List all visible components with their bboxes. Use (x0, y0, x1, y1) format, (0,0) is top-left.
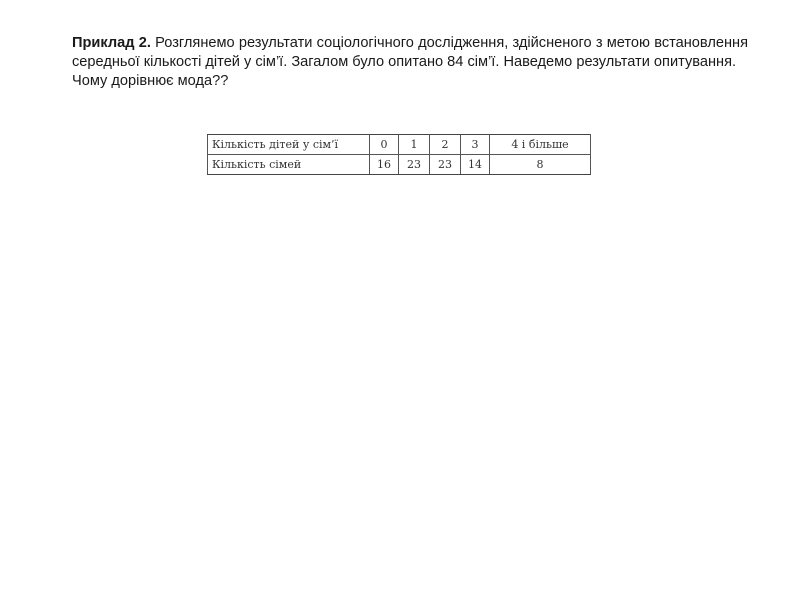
survey-table (207, 134, 591, 175)
table-cell: 4 і більше (490, 135, 591, 155)
table-cell: 0 (370, 135, 399, 155)
example-paragraph (72, 34, 748, 72)
table-cell: 8 (490, 155, 591, 175)
question-text: Чому дорівнює мода?? (72, 73, 229, 89)
table-cell: 23 (399, 155, 430, 175)
table-cell: 1 (399, 135, 430, 155)
table-row-family-count (208, 155, 591, 175)
table-cell: 23 (430, 155, 461, 175)
example-text-block (72, 34, 748, 91)
table-cell: 16 (370, 155, 399, 175)
table-cell: 14 (461, 155, 490, 175)
table-row-children-count (208, 135, 591, 155)
table-cell: 2 (430, 135, 461, 155)
example-body: Розглянемо результати соціологічного дослідження, здійсненого з метою встановлення середньої кількості дітей у сім’ї. Загалом було опитано 84 сім’ї. Наведемо результати опитування. (72, 35, 748, 70)
row-label-children: Кількість дітей у сім’ї (208, 135, 370, 155)
row-label-families: Кількість сімей (208, 155, 370, 175)
example-label: Приклад 2. (72, 35, 151, 51)
table-cell: 3 (461, 135, 490, 155)
